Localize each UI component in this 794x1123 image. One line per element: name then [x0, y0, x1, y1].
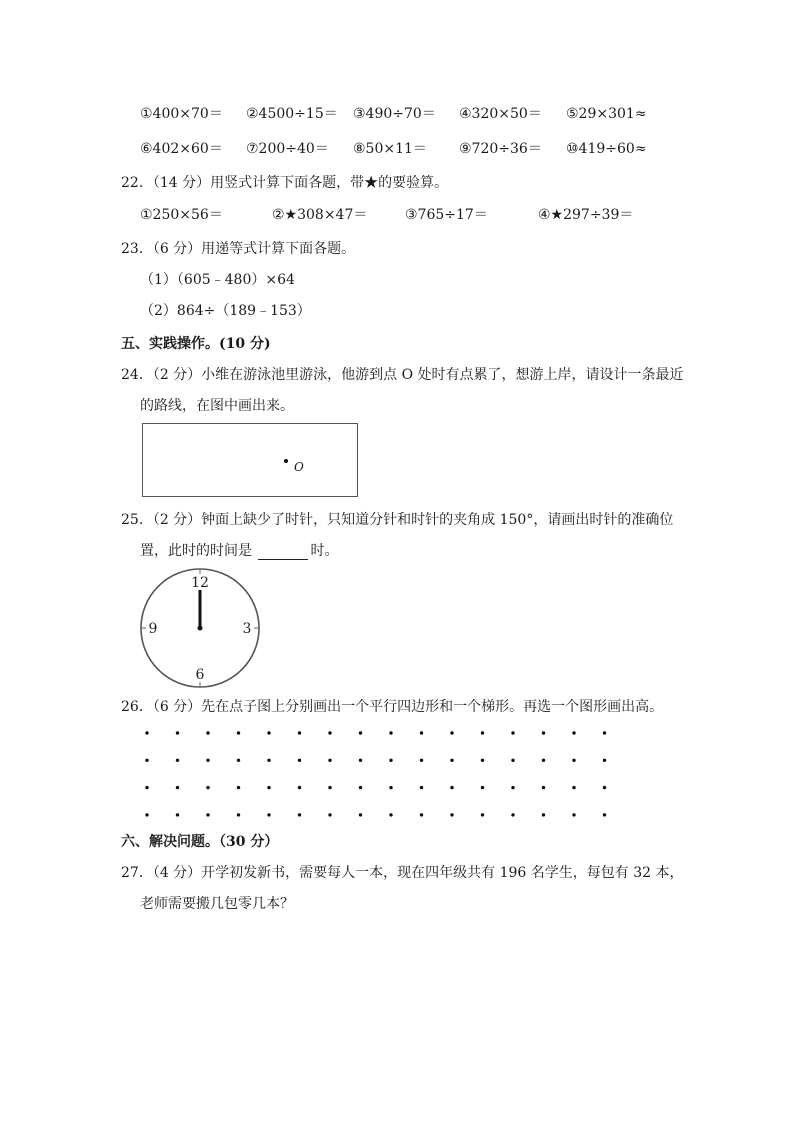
grid-dot[interactable] [145, 759, 148, 762]
question-25-text-before: 置，此时的时间是 [140, 543, 252, 559]
question-25-text-after: 时。 [310, 543, 339, 559]
grid-dot[interactable] [237, 813, 240, 816]
grid-dot[interactable] [298, 759, 301, 762]
grid-dot[interactable] [542, 731, 545, 734]
grid-dot[interactable] [145, 813, 148, 816]
grid-dot[interactable] [420, 813, 423, 816]
calc-item: ③765÷17＝ [405, 207, 488, 223]
grid-dot[interactable] [328, 786, 331, 789]
grid-dot[interactable] [603, 731, 606, 734]
expression-item: （1）（605﹣480）×64 [140, 272, 295, 288]
grid-dot[interactable] [572, 759, 575, 762]
grid-dot[interactable] [420, 759, 423, 762]
grid-dot[interactable] [572, 813, 575, 816]
grid-dot[interactable] [572, 731, 575, 734]
grid-dot[interactable] [389, 813, 392, 816]
grid-dot[interactable] [359, 786, 362, 789]
grid-dot[interactable] [206, 759, 209, 762]
grid-dot[interactable] [481, 731, 484, 734]
grid-dot[interactable] [572, 786, 575, 789]
grid-dot[interactable] [298, 786, 301, 789]
calc-item: ⑦200÷40＝ [246, 141, 329, 157]
grid-dot[interactable] [511, 731, 514, 734]
grid-dot[interactable] [542, 786, 545, 789]
calc-item: ⑥402×60＝ [140, 141, 223, 157]
calc-item: ②★308×47＝ [272, 207, 368, 223]
grid-dot[interactable] [237, 731, 240, 734]
grid-dot[interactable] [267, 731, 270, 734]
grid-dot[interactable] [450, 786, 453, 789]
grid-dot[interactable] [328, 731, 331, 734]
grid-dot[interactable] [267, 813, 270, 816]
question-27-line2: 老师需要搬几包零几本？ [140, 896, 294, 912]
question-25-line1: 25．（2 分）钟面上缺少了时针，只知道分针和时针的夹角成 150°，请画出时针的准确位 [121, 512, 674, 528]
grid-dot[interactable] [359, 731, 362, 734]
grid-dot[interactable] [298, 813, 301, 816]
grid-dot[interactable] [176, 786, 179, 789]
question-24-line1: 24．（2 分）小维在游泳池里游泳，他游到点 O 处时有点累了，想游上岸，请设计一条最近 [121, 367, 684, 383]
grid-dot[interactable] [237, 759, 240, 762]
clock-number-6: 6 [195, 667, 205, 683]
grid-dot[interactable] [298, 731, 301, 734]
calc-item: ③490÷70＝ [353, 106, 436, 122]
clock-number-3: 3 [242, 621, 252, 637]
grid-dot[interactable] [206, 731, 209, 734]
grid-dot[interactable] [176, 731, 179, 734]
grid-dot[interactable] [176, 813, 179, 816]
calc-item: ①400×70＝ [140, 106, 223, 122]
grid-dot[interactable] [420, 731, 423, 734]
question-24-line2: 的路线，在图中画出来。 [140, 398, 294, 414]
question-25-line2 [140, 542, 338, 560]
grid-dot[interactable] [267, 786, 270, 789]
grid-dot[interactable] [481, 813, 484, 816]
grid-dot[interactable] [328, 759, 331, 762]
grid-dot[interactable] [511, 786, 514, 789]
calc-item: ⑩419÷60≈ [566, 141, 647, 157]
section-5-heading: 五、实践操作。(10 分) [121, 336, 271, 352]
grid-dot[interactable] [542, 813, 545, 816]
grid-dot[interactable] [389, 759, 392, 762]
clock-center [198, 626, 203, 631]
grid-dot[interactable] [328, 813, 331, 816]
grid-dot[interactable] [450, 813, 453, 816]
calc-item: ④★297÷39＝ [538, 207, 634, 223]
grid-dot[interactable] [511, 813, 514, 816]
dot-grid[interactable] [140, 722, 610, 822]
point-o-dot [284, 459, 288, 463]
expression-item: （2）864÷（189﹣153） [140, 303, 311, 319]
grid-dot[interactable] [359, 759, 362, 762]
clock-face [138, 566, 262, 690]
section-6-heading: 六、解决问题。（30 分） [121, 834, 279, 850]
grid-dot[interactable] [511, 759, 514, 762]
calc-item: ⑨720÷36＝ [459, 141, 542, 157]
calc-item: ①250×56＝ [140, 207, 223, 223]
calc-item: ⑧50×11＝ [353, 141, 427, 157]
grid-dot[interactable] [389, 731, 392, 734]
grid-dot[interactable] [603, 813, 606, 816]
point-o-label: O [294, 460, 304, 474]
question-22-title: 22．（14 分）用竖式计算下面各题，带★的要验算。 [121, 175, 449, 191]
calc-item: ⑤29×301≈ [566, 106, 647, 122]
grid-dot[interactable] [145, 786, 148, 789]
question-23-title: 23．（6 分）用递等式计算下面各题。 [121, 241, 356, 257]
grid-dot[interactable] [603, 786, 606, 789]
question-26-title: 26．（6 分）先在点子图上分别画出一个平行四边形和一个梯形。再选一个图形画出高。 [121, 699, 664, 715]
calc-item: ②4500÷15＝ [246, 106, 338, 122]
grid-dot[interactable] [176, 759, 179, 762]
grid-dot[interactable] [206, 786, 209, 789]
grid-dot[interactable] [542, 759, 545, 762]
grid-dot[interactable] [267, 759, 270, 762]
grid-dot[interactable] [359, 813, 362, 816]
question-27-line1: 27．（4 分）开学初发新书，需要每人一本，现在四年级共有 196 名学生，每包有 32 本， [121, 865, 684, 881]
grid-dot[interactable] [206, 813, 209, 816]
grid-dot[interactable] [420, 786, 423, 789]
grid-dot[interactable] [450, 731, 453, 734]
grid-dot[interactable] [603, 759, 606, 762]
grid-dot[interactable] [145, 731, 148, 734]
grid-dot[interactable] [237, 786, 240, 789]
clock-number-9: 9 [148, 621, 158, 637]
grid-dot[interactable] [389, 786, 392, 789]
calc-item: ④320×50＝ [459, 106, 542, 122]
swimming-pool-figure [142, 423, 358, 497]
answer-blank[interactable] [258, 545, 308, 560]
grid-dot[interactable] [481, 759, 484, 762]
grid-dot[interactable] [450, 759, 453, 762]
grid-dot[interactable] [481, 786, 484, 789]
clock-number-12: 12 [191, 575, 209, 591]
